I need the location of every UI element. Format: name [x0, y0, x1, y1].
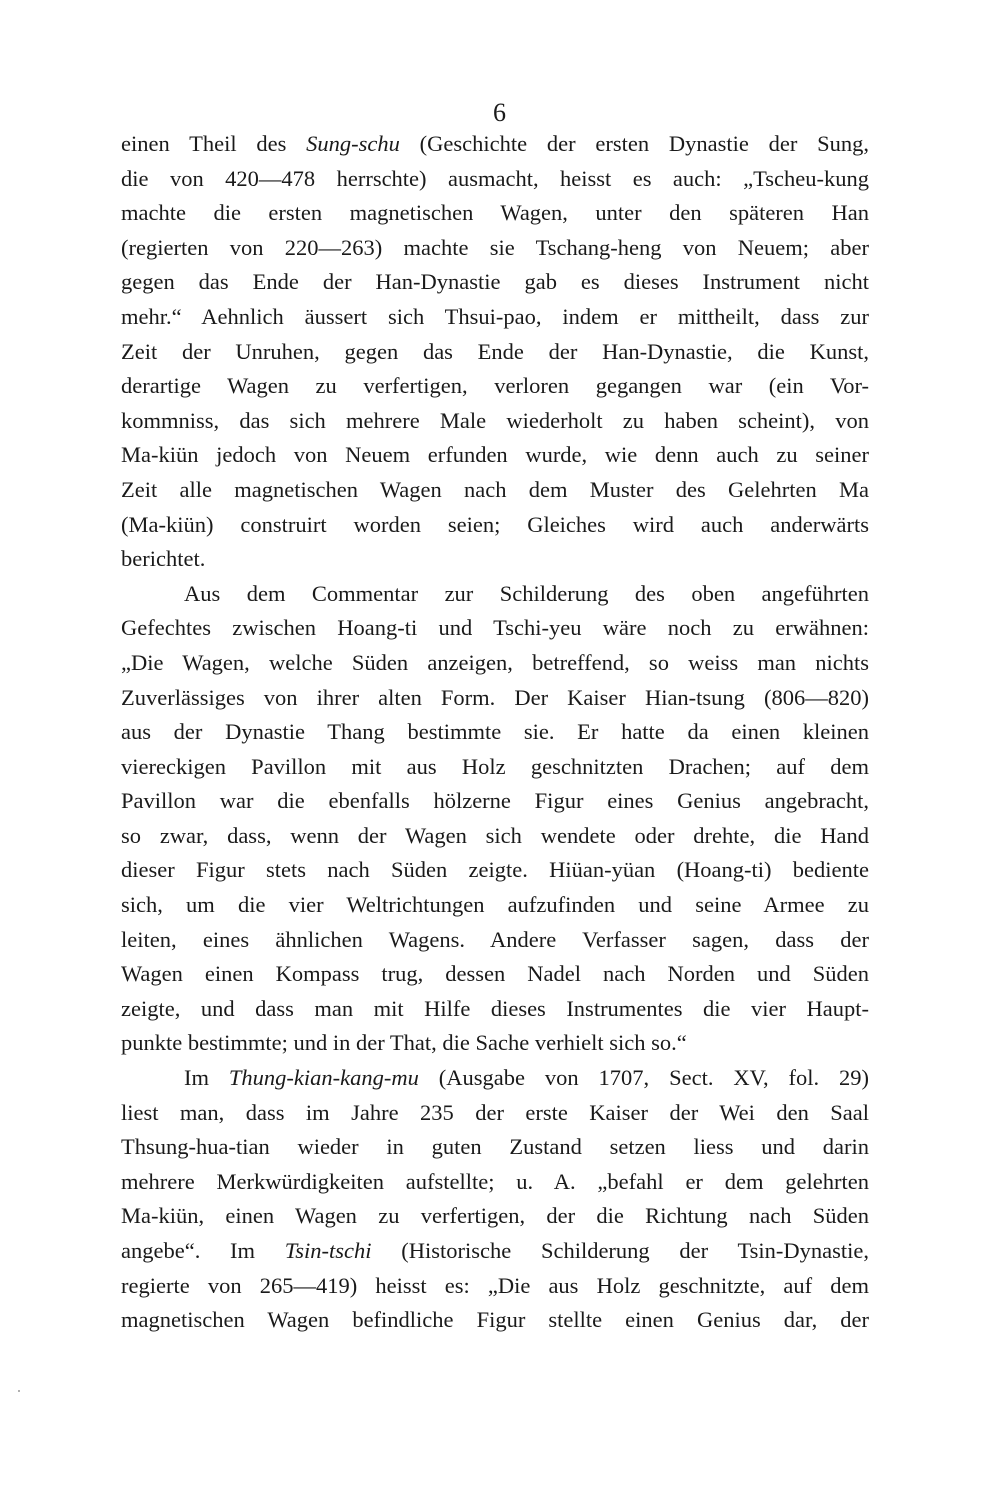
- text-line: [121, 335, 869, 370]
- text-segment: dieser Figur stets nach Süden zeigte. Hiüan-yüan (Hoang-ti) bediente: [121, 857, 869, 883]
- italic-title: Tsin-tschi: [284, 1238, 372, 1263]
- text-line: [121, 231, 869, 266]
- text-line: [121, 265, 869, 300]
- text-line: [121, 1303, 869, 1338]
- text-segment: Zeit der Unruhen, gegen das Ende der Han-Dynastie, die Kunst,: [121, 338, 869, 364]
- italic-title: Sung-schu: [306, 131, 400, 156]
- text-line: [121, 784, 869, 819]
- text-segment: einen Theil des: [121, 131, 307, 156]
- text-line: [121, 1096, 869, 1131]
- text-line: [121, 196, 869, 231]
- text-line: [121, 127, 869, 162]
- text-segment: kommniss, das sich mehrere Male wiederholt zu haben scheint), von: [121, 407, 869, 433]
- text-line: [121, 853, 869, 888]
- text-line: [121, 992, 869, 1027]
- text-line: [121, 681, 869, 716]
- text-segment: mehrere Merkwürdigkeiten aufstellte; u. A. „befahl er dem gelehrten: [121, 1168, 869, 1194]
- text-line: [121, 750, 869, 785]
- scan-speck: [18, 1390, 20, 1392]
- text-line: [121, 1026, 869, 1061]
- text-line: [121, 819, 869, 854]
- text-line: [121, 957, 869, 992]
- text-line: [121, 577, 869, 612]
- text-line: [121, 438, 869, 473]
- text-segment: Aus dem Commentar zur Schilderung des oben angeführten: [184, 580, 869, 606]
- text-segment: (Geschichte der ersten Dynastie der Sung,: [399, 131, 870, 156]
- text-line: [121, 300, 869, 335]
- text-line: [121, 1130, 869, 1165]
- page-number: 6: [493, 98, 507, 127]
- text-line: [121, 369, 869, 404]
- text-segment: (Ma-kiün) construirt worden seien; Gleiches wird auch anderwärts: [121, 511, 869, 537]
- text-segment: Zuverlässiges von ihrer alten Form. Der Kaiser Hian-tsung (806—820): [121, 684, 869, 710]
- text-segment: Pavillon war die ebenfalls hölzerne Figur eines Genius angebracht,: [121, 788, 869, 814]
- text-segment: Im: [184, 1065, 229, 1091]
- text-segment: (Ausgabe von 1707, Sect. XV, fol. 29): [418, 1065, 869, 1091]
- text-segment: angebe“. Im: [121, 1238, 285, 1263]
- text-segment: sich, um die vier Weltrichtungen aufzufinden und seine Armee zu: [121, 892, 869, 918]
- text-line: [121, 1061, 869, 1096]
- text-line: [121, 611, 869, 646]
- text-line: [121, 162, 869, 197]
- text-segment: zeigte, und dass man mit Hilfe dieses Instrumentes die vier Haupt-: [121, 995, 869, 1021]
- text-segment: gegen das Ende der Han-Dynastie gab es dieses Instrument nicht: [121, 269, 869, 295]
- text-segment: Ma-kiün, einen Wagen zu verfertigen, der die Richtung nach Süden: [121, 1203, 869, 1229]
- text-segment: machte die ersten magnetischen Wagen, unter den späteren Han: [121, 200, 869, 226]
- text-segment: Wagen einen Kompass trug, dessen Nadel nach Norden und Süden: [121, 961, 869, 987]
- text-segment: liest man, dass im Jahre 235 der erste Kaiser der Wei den Saal: [121, 1099, 869, 1125]
- text-segment: Thsung-hua-tian wieder in guten Zustand setzen liess und darin: [121, 1134, 869, 1160]
- text-segment: „Die Wagen, welche Süden anzeigen, betreffend, so weiss man nichts: [121, 649, 869, 675]
- text-segment: magnetischen Wagen befindliche Figur stellte einen Genius dar, der: [121, 1307, 869, 1333]
- text-segment: regierte von 265—419) heisst es: „Die aus Holz geschnitzte, auf dem: [121, 1272, 869, 1298]
- text-line: [121, 473, 869, 508]
- body-text: [121, 127, 869, 1338]
- text-segment: leiten, eines ähnlichen Wagens. Andere Verfasser sagen, dass der: [121, 926, 869, 952]
- italic-title: Thung-kian-kang-mu: [228, 1065, 419, 1091]
- text-line: [121, 1165, 869, 1200]
- text-line: [121, 1234, 869, 1269]
- text-line: [121, 1269, 869, 1304]
- text-segment: aus der Dynastie Thang bestimmte sie. Er hatte da einen kleinen: [121, 719, 869, 745]
- text-segment: Gefechtes zwischen Hoang-ti und Tschi-yeu wäre noch zu erwähnen:: [121, 615, 869, 641]
- text-segment: (regierten von 220—263) machte sie Tschang-heng von Neuem; aber: [121, 234, 869, 260]
- text-segment: berichtet.: [121, 546, 206, 572]
- text-segment: so zwar, dass, wenn der Wagen sich wendete oder drehte, die Hand: [121, 822, 869, 848]
- text-line: [121, 715, 869, 750]
- text-line: [121, 888, 869, 923]
- text-segment: Zeit alle magnetischen Wagen nach dem Muster des Gelehrten Ma: [121, 476, 869, 502]
- text-segment: punkte bestimmte; und in der That, die Sache verhielt sich so.“: [121, 1030, 687, 1056]
- text-line: [121, 1199, 869, 1234]
- text-segment: derartige Wagen zu verfertigen, verloren gegangen war (ein Vor-: [121, 373, 869, 399]
- text-line: [121, 646, 869, 681]
- text-line: [121, 923, 869, 958]
- text-segment: viereckigen Pavillon mit aus Holz geschnitzten Drachen; auf dem: [121, 753, 869, 779]
- text-line: [121, 542, 869, 577]
- text-segment: (Historische Schilderung der Tsin-Dynastie,: [371, 1238, 869, 1263]
- text-line: [121, 404, 869, 439]
- text-segment: die von 420—478 herrschte) ausmacht, heisst es auch: „Tscheu-kung: [121, 165, 869, 191]
- text-segment: mehr.“ Aehnlich äussert sich Thsui-pao, indem er mittheilt, dass zur: [121, 303, 869, 329]
- text-line: [121, 508, 869, 543]
- text-segment: Ma-kiün jedoch von Neuem erfunden wurde, wie denn auch zu seiner: [121, 442, 869, 468]
